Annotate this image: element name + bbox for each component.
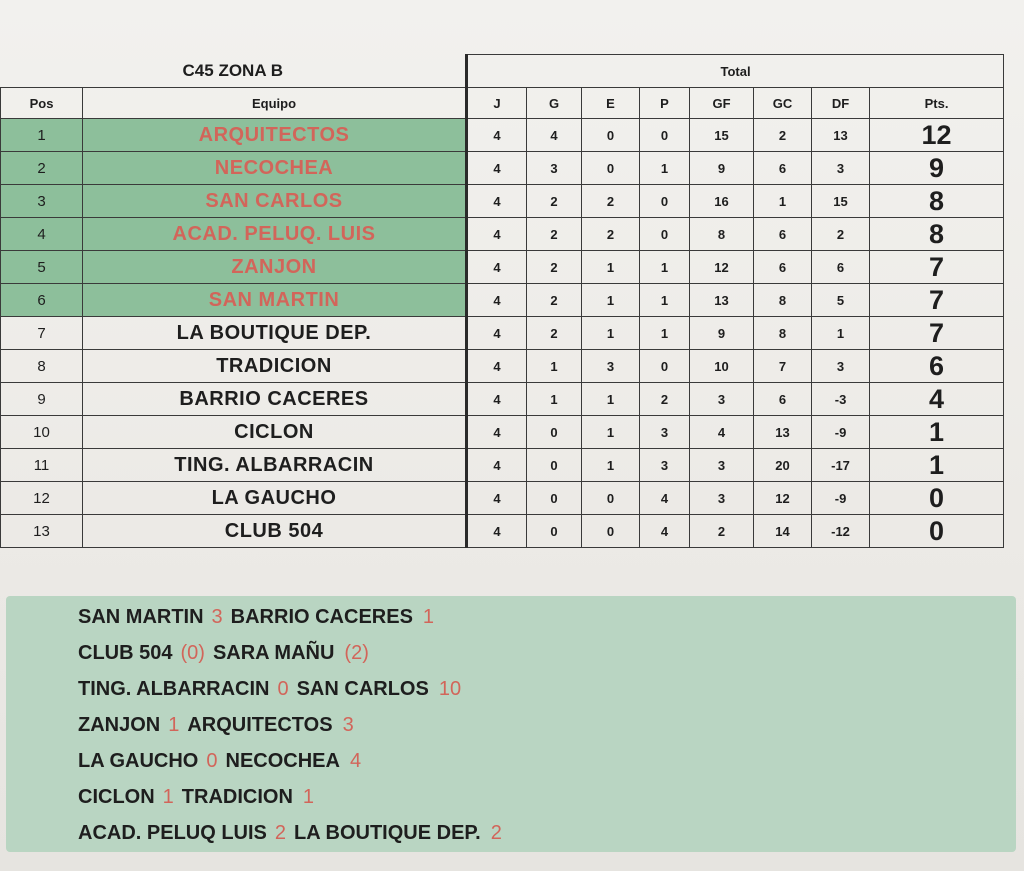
p-cell: 1 [640,317,690,350]
position-cell: 8 [1,350,83,383]
pts-cell: 4 [870,383,1004,416]
e-cell: 1 [582,284,640,317]
p-cell: 1 [640,284,690,317]
df-cell: 13 [812,119,870,152]
away-score: 1 [422,606,435,628]
home-team: CICLON [78,786,155,808]
pts-cell: 8 [870,185,1004,218]
pts-cell: 9 [870,152,1004,185]
g-cell: 1 [527,350,582,383]
away-team: LA BOUTIQUE DEP. [294,822,481,844]
pts-cell: 0 [870,482,1004,515]
g-cell: 0 [527,482,582,515]
team-name-cell: LA GAUCHO [83,482,467,515]
team-name-cell: SAN CARLOS [83,185,467,218]
j-cell: 4 [467,152,527,185]
pts-cell: 12 [870,119,1004,152]
table-row [1,251,1004,284]
header-g: G [527,88,582,119]
away-team: ARQUITECTOS [187,714,333,736]
p-cell: 0 [640,119,690,152]
total-group-header: Total [467,55,1004,88]
e-cell: 1 [582,317,640,350]
g-cell: 3 [527,152,582,185]
table-row [1,185,1004,218]
team-name-cell: ZANJON [83,251,467,284]
gc-cell: 6 [754,383,812,416]
gf-cell: 10 [690,350,754,383]
g-cell: 1 [527,383,582,416]
df-cell: -12 [812,515,870,548]
group-header-row [1,55,1004,88]
gc-cell: 8 [754,284,812,317]
g-cell: 4 [527,119,582,152]
match-result [78,750,369,773]
team-name-cell: CICLON [83,416,467,449]
position-cell: 11 [1,449,83,482]
header-team: Equipo [83,88,467,119]
header-p: P [640,88,690,119]
g-cell: 0 [527,449,582,482]
position-cell: 3 [1,185,83,218]
match-result [78,606,442,629]
home-score: 2 [274,822,287,844]
home-score: 1 [168,714,180,736]
j-cell: 4 [467,449,527,482]
table-title: C45 ZONA B [182,60,283,80]
p-cell: 0 [640,218,690,251]
position-cell: 5 [1,251,83,284]
pts-cell: 7 [870,284,1004,317]
gc-cell: 6 [754,251,812,284]
team-name-cell: TRADICION [83,350,467,383]
team-name-cell: TING. ALBARRACIN [83,449,467,482]
header-df: DF [812,88,870,119]
home-score: 3 [211,606,223,628]
header-gc: GC [754,88,812,119]
home-team: LA GAUCHO [78,750,199,772]
team-name-cell: BARRIO CACERES [83,383,467,416]
j-cell: 4 [467,218,527,251]
j-cell: 4 [467,383,527,416]
home-team: ACAD. PELUQ LUIS [78,822,267,844]
gc-cell: 7 [754,350,812,383]
away-score: 4 [349,750,362,772]
e-cell: 2 [582,185,640,218]
table-row [1,284,1004,317]
df-cell: 5 [812,284,870,317]
gc-cell: 20 [754,449,812,482]
df-cell: 3 [812,152,870,185]
away-score: (2) [344,642,369,664]
home-team: TING. ALBARRACIN [78,678,270,700]
e-cell: 0 [582,119,640,152]
pts-cell: 0 [870,515,1004,548]
gc-cell: 2 [754,119,812,152]
table-row [1,119,1004,152]
g-cell: 2 [527,218,582,251]
e-cell: 1 [582,251,640,284]
p-cell: 4 [640,482,690,515]
match-result [78,822,510,845]
j-cell: 4 [467,317,527,350]
gf-cell: 13 [690,284,754,317]
gf-cell: 9 [690,152,754,185]
match-result [78,714,362,737]
home-team: ZANJON [78,714,161,736]
df-cell: 2 [812,218,870,251]
home-score: 1 [162,786,174,808]
table-row [1,218,1004,251]
j-cell: 4 [467,284,527,317]
position-cell: 6 [1,284,83,317]
away-team: SARA MAÑU [212,642,335,664]
standings-body [1,119,1004,548]
g-cell: 2 [527,284,582,317]
home-score: 0 [277,678,289,700]
gc-cell: 8 [754,317,812,350]
gc-cell: 1 [754,185,812,218]
df-cell: -9 [812,482,870,515]
away-team: TRADICION [181,786,293,808]
p-cell: 1 [640,152,690,185]
standings-table [0,54,1004,548]
j-cell: 4 [467,416,527,449]
gc-cell: 13 [754,416,812,449]
gf-cell: 8 [690,218,754,251]
p-cell: 2 [640,383,690,416]
df-cell: 6 [812,251,870,284]
gf-cell: 3 [690,383,754,416]
gc-cell: 14 [754,515,812,548]
gf-cell: 4 [690,416,754,449]
p-cell: 4 [640,515,690,548]
position-cell: 2 [1,152,83,185]
e-cell: 0 [582,515,640,548]
gc-cell: 12 [754,482,812,515]
j-cell: 4 [467,185,527,218]
header-j: J [467,88,527,119]
e-cell: 3 [582,350,640,383]
position-cell: 13 [1,515,83,548]
df-cell: 3 [812,350,870,383]
j-cell: 4 [467,482,527,515]
p-cell: 0 [640,185,690,218]
match-result [78,786,322,809]
df-cell: 1 [812,317,870,350]
g-cell: 0 [527,515,582,548]
match-result [78,642,377,665]
e-cell: 2 [582,218,640,251]
gf-cell: 15 [690,119,754,152]
df-cell: -3 [812,383,870,416]
pts-cell: 7 [870,317,1004,350]
position-cell: 9 [1,383,83,416]
g-cell: 2 [527,185,582,218]
p-cell: 3 [640,449,690,482]
pts-cell: 7 [870,251,1004,284]
away-score: 1 [302,786,315,808]
match-results-box [6,596,1016,852]
position-cell: 12 [1,482,83,515]
g-cell: 2 [527,317,582,350]
table-row [1,317,1004,350]
p-cell: 1 [640,251,690,284]
gf-cell: 9 [690,317,754,350]
team-name-cell: ACAD. PELUQ. LUIS [83,218,467,251]
team-name-cell: LA BOUTIQUE DEP. [83,317,467,350]
away-team: SAN CARLOS [296,678,429,700]
j-cell: 4 [467,515,527,548]
df-cell: -17 [812,449,870,482]
header-pos: Pos [1,88,83,119]
header-gf: GF [690,88,754,119]
gf-cell: 3 [690,449,754,482]
away-team: NECOCHEA [225,750,340,772]
team-name-cell: NECOCHEA [83,152,467,185]
table-row [1,449,1004,482]
pts-cell: 8 [870,218,1004,251]
p-cell: 3 [640,416,690,449]
table-row [1,416,1004,449]
away-team: BARRIO CACERES [230,606,413,628]
table-row [1,515,1004,548]
position-cell: 7 [1,317,83,350]
away-score: 2 [490,822,502,844]
position-cell: 10 [1,416,83,449]
team-name-cell: SAN MARTIN [83,284,467,317]
j-cell: 4 [467,251,527,284]
gf-cell: 3 [690,482,754,515]
e-cell: 1 [582,416,640,449]
home-score: 0 [206,750,218,772]
gf-cell: 2 [690,515,754,548]
table-row [1,152,1004,185]
pts-cell: 1 [870,416,1004,449]
e-cell: 0 [582,152,640,185]
e-cell: 1 [582,383,640,416]
gf-cell: 16 [690,185,754,218]
e-cell: 0 [582,482,640,515]
team-name-cell: CLUB 504 [83,515,467,548]
away-score: 3 [342,714,354,736]
header-e: E [582,88,640,119]
table-row [1,383,1004,416]
column-header-row [1,88,1004,119]
gf-cell: 12 [690,251,754,284]
e-cell: 1 [582,449,640,482]
home-score: (0) [180,642,205,664]
match-result [78,678,469,701]
g-cell: 0 [527,416,582,449]
j-cell: 4 [467,119,527,152]
gc-cell: 6 [754,152,812,185]
pts-cell: 6 [870,350,1004,383]
home-team: SAN MARTIN [78,606,204,628]
away-score: 10 [438,678,462,700]
pts-cell: 1 [870,449,1004,482]
table-row [1,350,1004,383]
team-name-cell: ARQUITECTOS [83,119,467,152]
home-team: CLUB 504 [78,642,173,664]
position-cell: 1 [1,119,83,152]
header-pts: Pts. [870,88,1004,119]
df-cell: -9 [812,416,870,449]
gc-cell: 6 [754,218,812,251]
position-cell: 4 [1,218,83,251]
p-cell: 0 [640,350,690,383]
table-row [1,482,1004,515]
g-cell: 2 [527,251,582,284]
df-cell: 15 [812,185,870,218]
j-cell: 4 [467,350,527,383]
